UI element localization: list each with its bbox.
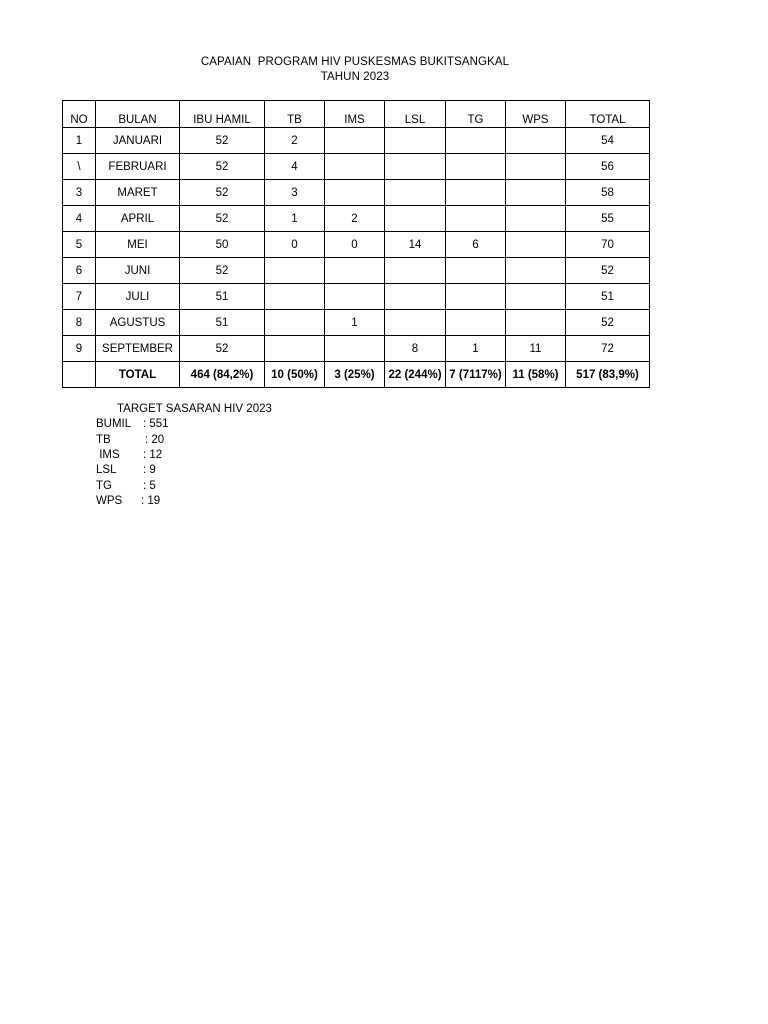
cell-wps <box>506 310 566 336</box>
table-row <box>63 180 650 206</box>
target-value: : 5 <box>143 480 156 492</box>
cell-lsl: 8 <box>385 336 446 362</box>
cell-ibu-hamil: 52 <box>180 258 265 284</box>
target-value: : 19 <box>141 495 161 507</box>
cell-bulan: JUNI <box>96 258 180 284</box>
document-subtitle-year: TAHUN 2023 <box>320 71 390 83</box>
cell-ibu-hamil: 51 <box>180 284 265 310</box>
cell-total: 72 <box>566 336 650 362</box>
header-bulan: BULAN <box>96 101 180 128</box>
total-cell-no <box>63 362 96 388</box>
cell-wps <box>506 180 566 206</box>
cell-tb: 1 <box>265 206 325 232</box>
cell-tb <box>265 258 325 284</box>
cell-tb: 4 <box>265 154 325 180</box>
table-row <box>63 128 650 154</box>
cell-wps <box>506 258 566 284</box>
cell-wps <box>506 206 566 232</box>
cell-ims <box>325 128 385 154</box>
header-tb: TB <box>265 101 325 128</box>
cell-tb: 0 <box>265 232 325 258</box>
header-tg: TG <box>446 101 506 128</box>
cell-tb <box>265 284 325 310</box>
cell-lsl <box>385 154 446 180</box>
cell-bulan: AGUSTUS <box>96 310 180 336</box>
cell-lsl <box>385 310 446 336</box>
target-label: TG <box>96 480 112 492</box>
cell-lsl <box>385 206 446 232</box>
cell-no: 1 <box>63 128 96 154</box>
target-item-wps <box>96 495 161 543</box>
cell-tg <box>446 128 506 154</box>
cell-ims <box>325 258 385 284</box>
cell-no: 8 <box>63 310 96 336</box>
cell-tg: 1 <box>446 336 506 362</box>
total-ims: 3 (25%) <box>325 362 385 388</box>
cell-tg <box>446 154 506 180</box>
cell-ibu-hamil: 52 <box>180 336 265 362</box>
cell-ims <box>325 336 385 362</box>
cell-tg <box>446 310 506 336</box>
table-row <box>63 336 650 362</box>
target-label: TB <box>96 434 111 446</box>
cell-no: 6 <box>63 258 96 284</box>
cell-bulan: SEPTEMBER <box>96 336 180 362</box>
cell-total: 54 <box>566 128 650 154</box>
cell-tb <box>265 336 325 362</box>
cell-no: 5 <box>63 232 96 258</box>
cell-no: 4 <box>63 206 96 232</box>
table-row <box>63 310 650 336</box>
total-wps: 11 (58%) <box>506 362 566 388</box>
cell-total: 52 <box>566 258 650 284</box>
total-total: 517 (83,9%) <box>566 362 650 388</box>
target-label: WPS <box>96 495 123 507</box>
target-label: IMS <box>96 449 120 461</box>
cell-no: 7 <box>63 284 96 310</box>
cell-ibu-hamil: 52 <box>180 206 265 232</box>
header-total: TOTAL <box>566 101 650 128</box>
cell-ibu-hamil: 52 <box>180 154 265 180</box>
target-label: BUMIL <box>96 418 132 430</box>
cell-ims <box>325 284 385 310</box>
document-title: CAPAIAN PROGRAM HIV PUSKESMAS BUKITSANGKAL <box>200 56 510 68</box>
target-value: : 9 <box>143 464 156 476</box>
cell-ibu-hamil: 52 <box>180 128 265 154</box>
cell-tg <box>446 206 506 232</box>
cell-ims: 1 <box>325 310 385 336</box>
cell-tb: 3 <box>265 180 325 206</box>
total-tb: 10 (50%) <box>265 362 325 388</box>
cell-bulan: APRIL <box>96 206 180 232</box>
cell-ims <box>325 154 385 180</box>
cell-lsl <box>385 258 446 284</box>
cell-ims: 0 <box>325 232 385 258</box>
total-label: TOTAL <box>96 362 180 388</box>
cell-bulan: JANUARI <box>96 128 180 154</box>
header-ims: IMS <box>325 101 385 128</box>
cell-ibu-hamil: 52 <box>180 180 265 206</box>
cell-bulan: FEBRUARI <box>96 154 180 180</box>
cell-tg <box>446 258 506 284</box>
cell-wps <box>506 128 566 154</box>
cell-tb <box>265 310 325 336</box>
cell-ims <box>325 180 385 206</box>
cell-total: 52 <box>566 310 650 336</box>
table-row <box>63 232 650 258</box>
cell-tb: 2 <box>265 128 325 154</box>
cell-wps <box>506 284 566 310</box>
cell-ims: 2 <box>325 206 385 232</box>
achievement-table <box>62 100 650 388</box>
cell-no: 9 <box>63 336 96 362</box>
cell-bulan: MARET <box>96 180 180 206</box>
cell-ibu-hamil: 50 <box>180 232 265 258</box>
cell-tg: 6 <box>446 232 506 258</box>
header-no: NO <box>63 101 96 128</box>
total-lsl: 22 (244%) <box>385 362 446 388</box>
table-total-row <box>63 362 650 388</box>
cell-total: 55 <box>566 206 650 232</box>
total-ibu-hamil: 464 (84,2%) <box>180 362 265 388</box>
cell-tg <box>446 180 506 206</box>
cell-lsl <box>385 180 446 206</box>
target-value: : 20 <box>145 434 165 446</box>
header-lsl: LSL <box>385 101 446 128</box>
header-wps: WPS <box>506 101 566 128</box>
cell-lsl <box>385 128 446 154</box>
table-row <box>63 154 650 180</box>
cell-no: 3 <box>63 180 96 206</box>
cell-wps: 11 <box>506 336 566 362</box>
table-header-row <box>63 101 650 128</box>
cell-total: 58 <box>566 180 650 206</box>
cell-total: 70 <box>566 232 650 258</box>
cell-total: 56 <box>566 154 650 180</box>
cell-lsl: 14 <box>385 232 446 258</box>
target-title: TARGET SASARAN HIV 2023 <box>117 403 272 415</box>
cell-bulan: JULI <box>96 284 180 310</box>
target-value: : 551 <box>143 418 169 430</box>
header-ibu-hamil: IBU HAMIL <box>180 101 265 128</box>
cell-no: \ <box>63 154 96 180</box>
table-row <box>63 284 650 310</box>
total-tg: 7 (7117%) <box>446 362 506 388</box>
cell-tg <box>446 284 506 310</box>
cell-wps <box>506 154 566 180</box>
table-row <box>63 206 650 232</box>
table-row <box>63 258 650 284</box>
cell-total: 51 <box>566 284 650 310</box>
cell-bulan: MEI <box>96 232 180 258</box>
cell-wps <box>506 232 566 258</box>
cell-lsl <box>385 284 446 310</box>
cell-ibu-hamil: 51 <box>180 310 265 336</box>
target-value: : 12 <box>143 449 163 461</box>
target-label: LSL <box>96 464 117 476</box>
